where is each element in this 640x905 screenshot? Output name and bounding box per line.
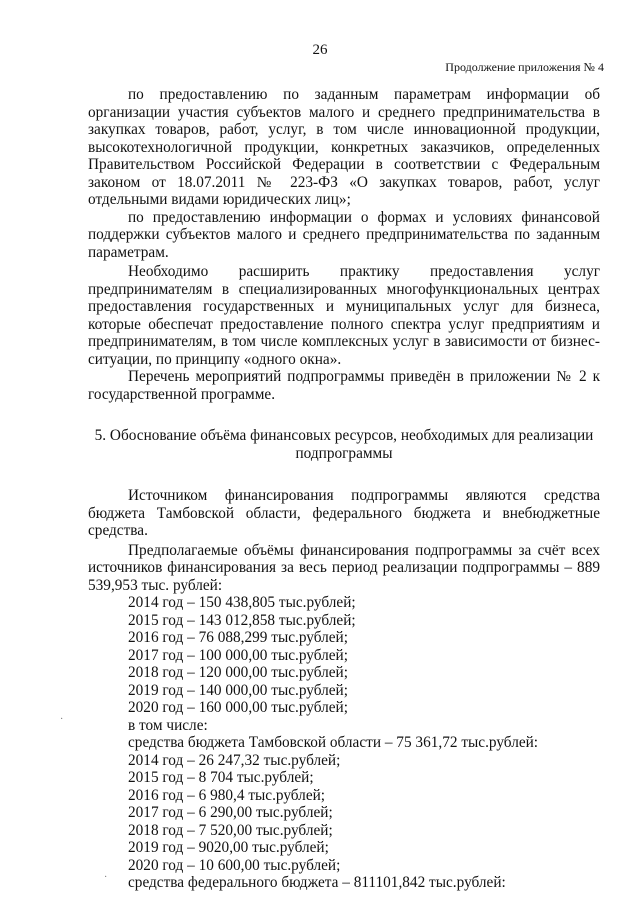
regional-budget-label: средства бюджета Тамбовской области – 75 361,72 тыс.рублей:: [128, 734, 539, 751]
paragraph: по предоставлению по заданным параметрам информации об организации участия субъектов малого и среднего предпринимательства в закупках товаров, работ, услуг, в том числе инновационной продукции, высокотехнологичной продукции, конкретных заказчиков, определенных Правительством Российской Федерации в соответствии с Федеральным законом от 18.07.2011 № 223-ФЗ «О закупках товаров, работ, услуг отдельными видами юридических лиц»;: [88, 86, 600, 208]
list-item: 2015 год – 8 704 тыс.рублей;: [128, 769, 314, 786]
appendix-label: Продолжение приложения № 4: [445, 60, 604, 74]
including-label: в том числе:: [128, 716, 208, 734]
total-by-year-list: [88, 594, 600, 717]
list-item: 2017 год – 6 290,00 тыс.рублей;: [128, 804, 333, 821]
list-item: 2019 год – 140 000,00 тыс.рублей;: [128, 681, 348, 699]
list-item: 2018 год – 120 000,00 тыс.рублей;: [128, 664, 348, 681]
federal-budget-label: средства федерального бюджета – 811101,842 тыс.рублей:: [128, 874, 506, 891]
page-number: 26: [312, 42, 328, 58]
paragraph: Источником финансирования подпрограммы являются средства бюджета Тамбовской области, федерального бюджета и внебюджетные средства.: [88, 487, 600, 539]
scan-dot-mark: ·: [60, 714, 64, 725]
paragraph: по предоставлению информации о формах и условиях финансовой поддержки субъектов малого и среднего предпринимательства по заданным параметрам.: [88, 208, 600, 261]
list-item: 2015 год – 143 012,858 тыс.рублей;: [128, 611, 356, 629]
paragraph: Необходимо расширить практику предоставления услуг предпринимателям в специализированных многофункциональных центрах предоставления государственных и муниципальных услуг для бизнеса, которые обеспечат предоставление полного спектра услуг предприятиям и предпринимателям, в том числе комплексных услуг в зависимости от бизнес-ситуации, по принципу «одного окна».: [88, 263, 600, 368]
list-item: 2014 год – 26 247,32 тыс.рублей;: [128, 751, 341, 769]
paragraph: Перечень мероприятий подпрограммы приведён в приложении № 2 к государственной программе.: [88, 368, 600, 403]
list-item: 2020 год – 160 000,00 тыс.рублей;: [128, 699, 348, 716]
scan-dot-mark: ·: [104, 872, 108, 883]
list-item: 2016 год – 76 088,299 тыс.рублей;: [128, 629, 348, 646]
regional-by-year-list: [88, 752, 600, 875]
document-body: [88, 86, 600, 892]
list-item: 2019 год – 9020,00 тыс.рублей;: [128, 839, 329, 856]
list-item: 2014 год – 150 438,805 тыс.рублей;: [128, 594, 356, 611]
section-heading: 5. Обоснование объёма финансовых ресурсов, необходимых для реализации подпрограммы: [94, 427, 594, 462]
list-item: 2016 год – 6 980,4 тыс.рублей;: [128, 786, 326, 804]
list-item: 2018 год – 7 520,00 тыс.рублей;: [128, 821, 333, 839]
list-item: 2020 год – 10 600,00 тыс.рублей;: [128, 856, 341, 874]
list-item: 2017 год – 100 000,00 тыс.рублей;: [128, 646, 348, 664]
paragraph: Предполагаемые объёмы финансирования подпрограммы за счёт всех источников финансирования за весь период реализации подпрограммы – 889 539,953 тыс. рублей:: [88, 541, 600, 594]
